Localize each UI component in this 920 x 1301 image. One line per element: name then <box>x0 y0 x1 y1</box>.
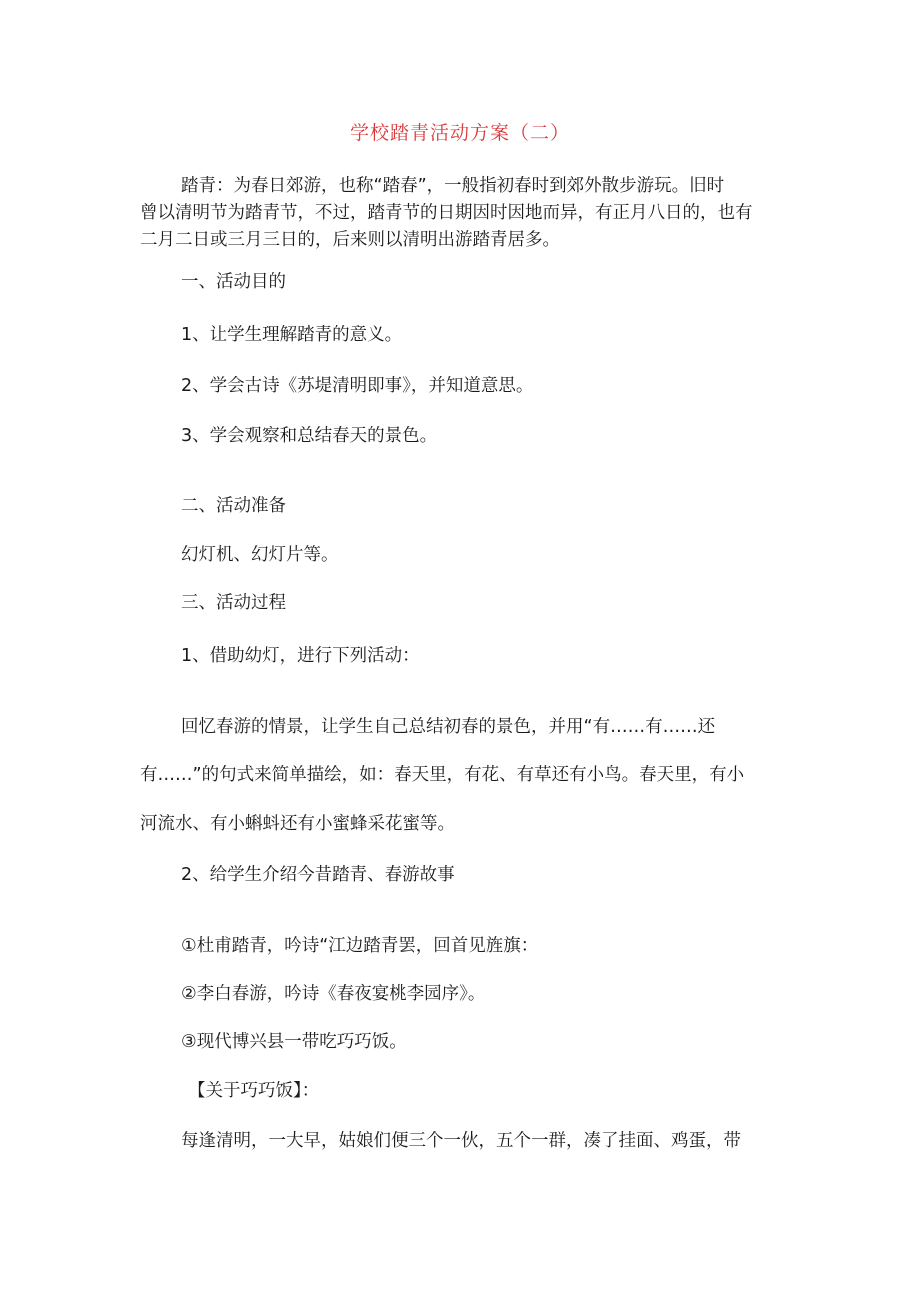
goal-item-3: 3、学会观察和总结春天的景色。 <box>181 426 438 446</box>
section-heading-process: 三、活动过程 <box>181 593 286 613</box>
section-heading-goals: 一、活动目的 <box>181 272 286 292</box>
preparation-text: 幻灯机、幻灯片等。 <box>181 545 339 565</box>
qiaoqiao-line: 每逢清明，一大早，姑娘们便三个一伙，五个一群，凑了挂面、鸡蛋，带 <box>181 1131 741 1151</box>
process-step-2: 2、给学生介绍今昔踏青、春游故事 <box>181 865 455 885</box>
step1-detail-line-3: 河流水、有小蝌蚪还有小蜜蜂采花蜜等。 <box>140 814 455 834</box>
document-title: 学校踏青活动方案（二） <box>349 122 570 144</box>
story-item-3: ③现代博兴县一带吃巧巧饭。 <box>181 1032 407 1052</box>
intro-line-2: 曾以清明节为踏青节，不过，踏青节的日期因时因地而异，有正月八日的，也有 <box>140 203 753 223</box>
story-item-2: ②李白春游，吟诗《春夜宴桃李园序》。 <box>181 984 486 1004</box>
intro-line-1: 踏青：为春日郊游，也称“踏春”，一般指初春时到郊外散步游玩。旧时 <box>181 176 725 196</box>
step1-detail-line-2: 有……”的句式来简单描绘，如：春天里，有花、有草还有小鸟。春天里，有小 <box>140 765 745 785</box>
goal-item-2: 2、学会古诗《苏堤清明即事》，并知道意思。 <box>181 376 534 396</box>
story-item-1: ①杜甫踏青，吟诗“江边踏青罢，回首见旌旗： <box>181 936 539 956</box>
goal-item-1: 1、让学生理解踏青的意义。 <box>181 325 403 345</box>
intro-line-3: 二月二日或三月三日的，后来则以清明出游踏青居多。 <box>140 230 560 250</box>
section-heading-preparation: 二、活动准备 <box>181 496 286 516</box>
qiaoqiao-heading: 【关于巧巧饭】： <box>188 1081 320 1101</box>
step1-detail-line-1: 回忆春游的情景，让学生自己总结初春的景色，并用“有……有……还 <box>181 717 716 737</box>
process-step-1: 1、借助幼灯，进行下列活动： <box>181 646 420 666</box>
